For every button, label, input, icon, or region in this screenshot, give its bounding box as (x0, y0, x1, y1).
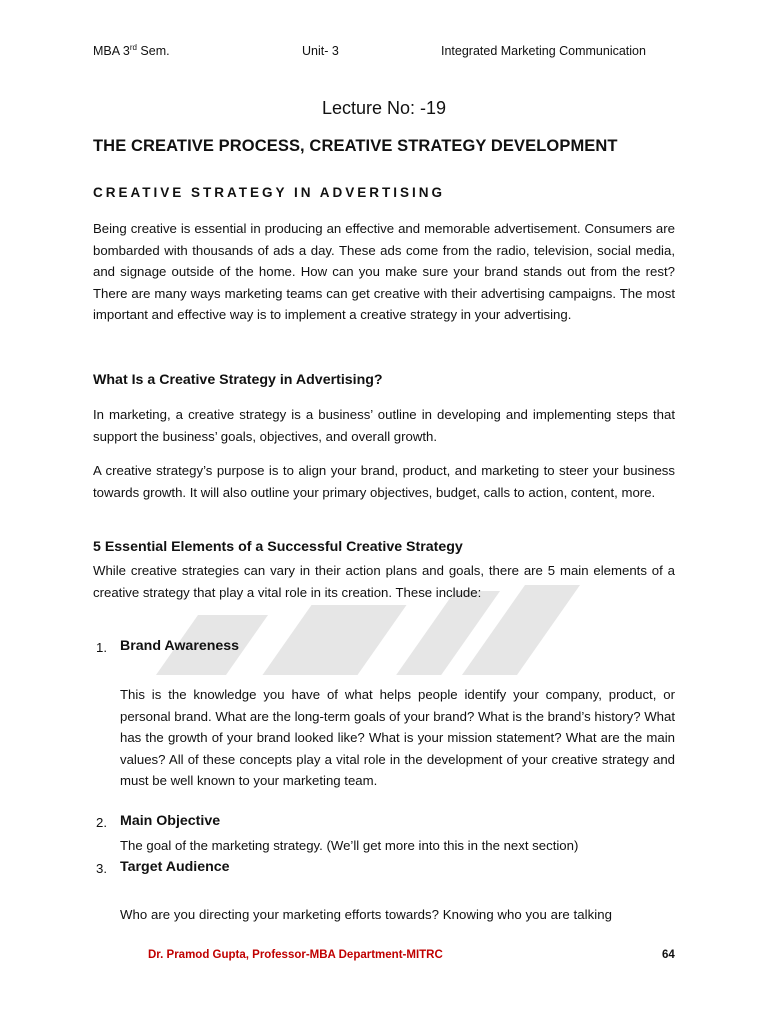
header-subject: Integrated Marketing Communication (441, 44, 646, 58)
lecture-number: Lecture No: -19 (321, 98, 447, 118)
list-item-title: Brand Awareness (120, 638, 240, 654)
definition-paragraph: In marketing, a creative strategy is a business’ outline in developing and implementing steps that support the business’ goals, objectives, and overall growth. (93, 407, 675, 444)
footer-author: Dr. Pramod Gupta, Professor-MBA Department-MITRC (148, 949, 443, 961)
list-item-text: This is the knowledge you have of what helps people identify your company, product, or personal brand. What are the long-term goals of your brand? What is the brand’s history? What has the growth of your brand looked like? What is your mission statement? What are the main values? All of these concepts play a vital role in the development of your creative strategy and must be well known to your marketing team. (120, 687, 675, 788)
list-number: 1. (96, 640, 107, 655)
main-title: THE CREATIVE PROCESS, CREATIVE STRATEGY DEVELOPMENT (93, 137, 618, 155)
header-course: MBA 3rd Sem. (93, 42, 170, 58)
elements-intro: While creative strategies can vary in their action plans and goals, there are 5 main elements of a creative strategy that play a vital role in its creation. These include: (93, 563, 675, 600)
purpose-paragraph: A creative strategy’s purpose is to align your brand, product, and marketing to steer your business towards growth. It will also outline your primary objectives, budget, calls to action, content, more. (93, 463, 675, 500)
list-item-text: The goal of the marketing strategy. (We’ll get more into this in the next section) (120, 838, 579, 853)
section-title: CREATIVE STRATEGY IN ADVERTISING (93, 185, 446, 200)
page-number: 64 (662, 949, 675, 961)
list-item-title: Target Audience (120, 859, 230, 875)
list-item-title: Main Objective (120, 813, 221, 829)
list-number: 2. (96, 815, 107, 830)
list-number: 3. (96, 861, 107, 876)
header-unit: Unit- 3 (302, 44, 339, 58)
intro-paragraph: Being creative is essential in producing an effective and memorable advertisement. Consumers are bombarded with thousands of ads a day. These ads come from the radio, television, social media, and signage outside of the home. How can you make sure your brand stands out from the rest? There are many ways marketing teams can get creative with their advertising campaigns. The most important and effective way is to implement a creative strategy in your advertising. (93, 221, 675, 322)
list-item-text: Who are you directing your marketing efforts towards? Knowing who you are talking (120, 907, 612, 922)
question-heading: What Is a Creative Strategy in Advertising? (93, 372, 383, 388)
elements-heading: 5 Essential Elements of a Successful Creative Strategy (93, 539, 463, 555)
